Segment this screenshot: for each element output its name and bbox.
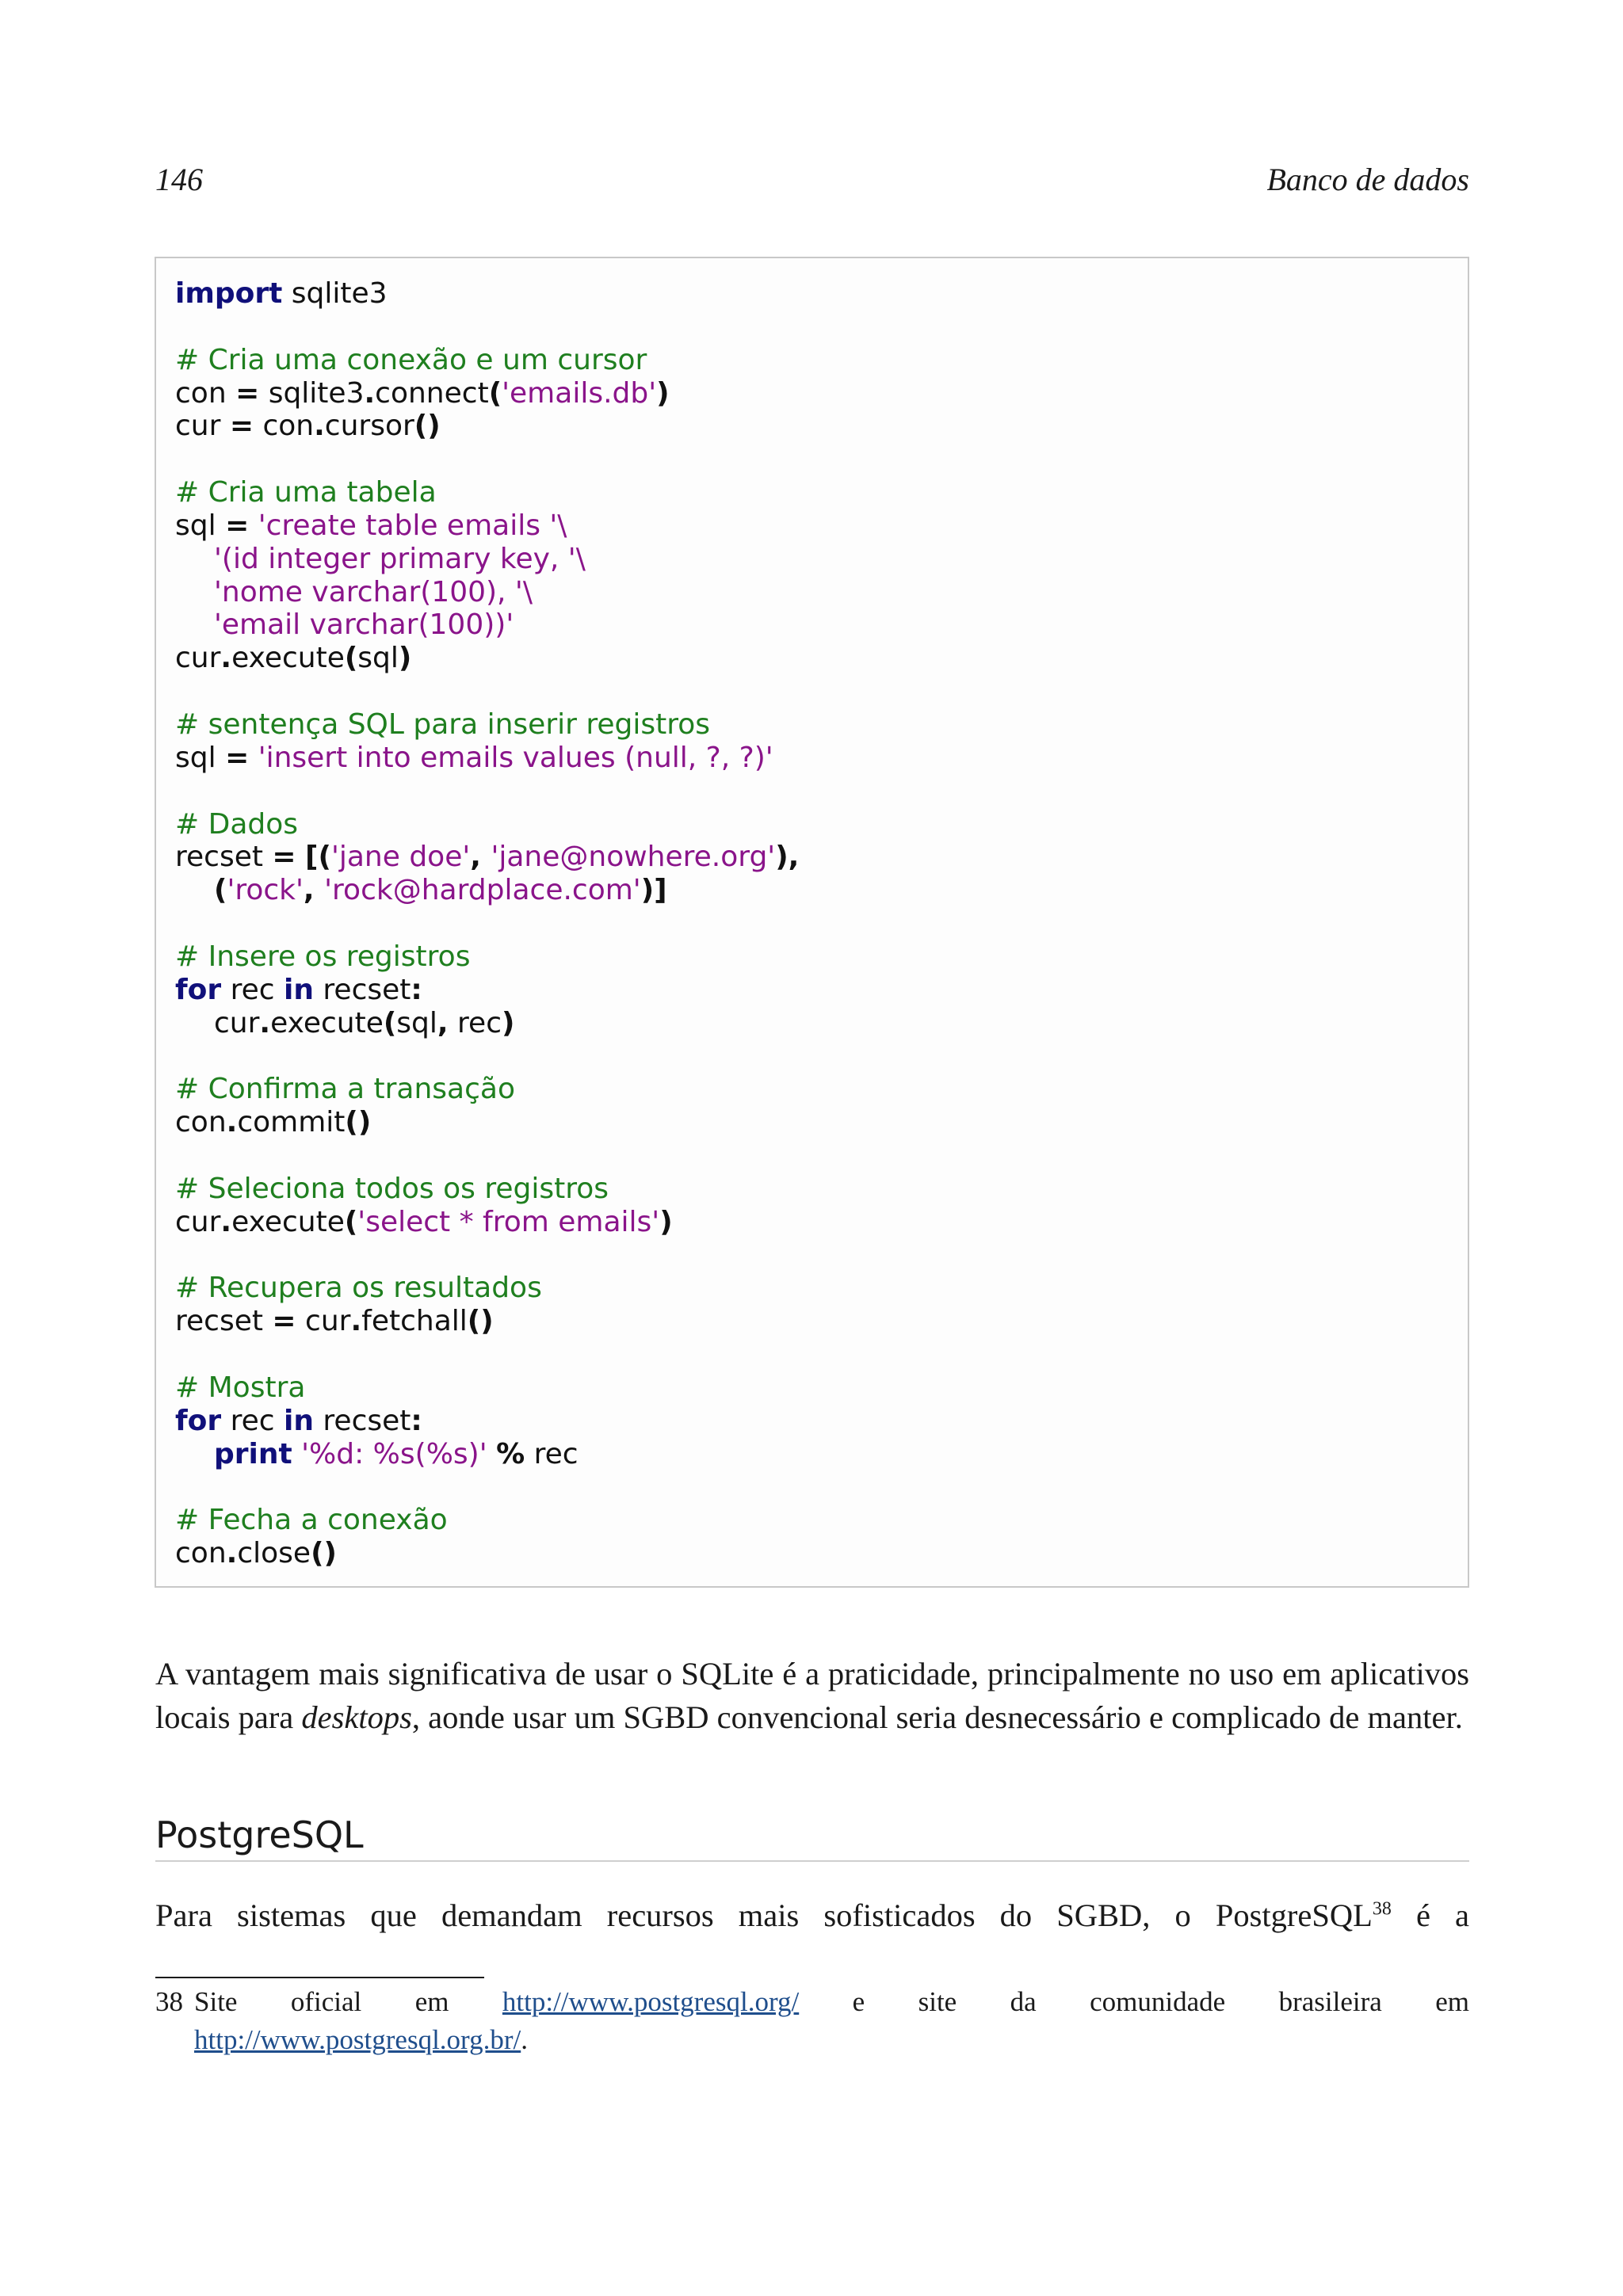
code-comment: # Confirma a transação	[175, 1073, 515, 1106]
code-token: connect	[375, 376, 489, 410]
code-line	[175, 576, 799, 609]
code-blank-line	[175, 775, 799, 808]
code-operator: (	[214, 874, 227, 907]
code-token: execute	[270, 1006, 384, 1039]
code-operator: ()	[345, 1106, 372, 1139]
code-string: 'rock@hardplace.com'	[324, 874, 641, 907]
code-string: 'emails.db'	[502, 376, 657, 410]
code-lines	[175, 277, 799, 1570]
code-operator: )	[502, 1006, 515, 1039]
code-blank-line	[175, 443, 799, 476]
code-operator: =	[229, 410, 254, 443]
code-line	[175, 974, 799, 1007]
code-keyword: in	[284, 1404, 314, 1437]
code-token: con	[254, 410, 315, 443]
code-line	[175, 1438, 799, 1471]
code-blank-line	[175, 1238, 799, 1272]
code-token: rec	[221, 1404, 284, 1437]
code-operator: ,	[303, 874, 325, 907]
code-comment: # Seleciona todos os registros	[175, 1172, 609, 1205]
code-string: 'rock'	[227, 874, 304, 907]
code-operator: .	[220, 1205, 232, 1238]
code-token	[249, 509, 258, 542]
code-line	[175, 742, 799, 775]
code-token: cur	[175, 1205, 221, 1238]
code-line	[175, 1206, 799, 1239]
code-operator: (	[344, 642, 358, 675]
code-token	[292, 1438, 301, 1470]
footnote-text-end: .	[521, 2024, 528, 2055]
footnote-text: Site oficial em	[194, 1986, 502, 2017]
code-operator: .	[314, 410, 325, 443]
code-comment: # Recupera os resultados	[175, 1272, 542, 1305]
code-operator: ),	[775, 841, 800, 874]
code-line	[175, 708, 799, 742]
code-token: rec	[448, 1006, 502, 1039]
page-header	[155, 160, 1469, 200]
code-operator: )	[656, 376, 670, 410]
code-operator: (	[344, 1205, 358, 1238]
code-operator: )	[659, 1205, 673, 1238]
footnote-link-official-site[interactable]: http://www.postgresql.org/	[502, 1986, 800, 2017]
code-token: sqlite3	[282, 277, 388, 310]
code-line	[175, 476, 799, 509]
footnote-line-2	[194, 2024, 528, 2055]
code-operator: %	[496, 1437, 525, 1470]
code-line	[175, 344, 799, 377]
code-line	[175, 410, 799, 443]
code-operator: .	[364, 376, 376, 410]
paragraph-postgresql-intro	[155, 1894, 1469, 1937]
code-blank-line	[175, 311, 799, 344]
code-operator: )	[398, 642, 412, 675]
code-operator: )]	[640, 874, 667, 907]
code-string: 'jane doe'	[330, 841, 471, 874]
code-token: cur	[175, 642, 221, 675]
code-line	[175, 1305, 799, 1338]
paragraph-text-end: , aonde usar um SGBD convencional seria desnecessário e complicado de manter.	[411, 1699, 1463, 1735]
code-keyword: for	[175, 1404, 222, 1437]
footnote-divider	[155, 1977, 484, 1978]
code-blank-line	[175, 907, 799, 940]
code-operator: =	[272, 1305, 296, 1338]
code-operator: ()	[311, 1537, 337, 1570]
footnote-number: 38	[155, 1986, 183, 2017]
code-operator: ,	[470, 841, 491, 874]
code-token: recset	[175, 841, 273, 874]
code-operator: .	[350, 1305, 362, 1338]
code-line	[175, 1371, 799, 1405]
code-keyword: import	[175, 277, 283, 310]
code-comment: # Dados	[175, 807, 299, 841]
paragraph-sqlite-advantage	[155, 1652, 1469, 1739]
paragraph-italic-term: desktops	[301, 1699, 412, 1735]
code-operator: ,	[437, 1006, 449, 1039]
code-token: rec	[525, 1437, 579, 1470]
code-blank-line	[175, 1338, 799, 1371]
code-string: 'insert into emails values (null, ?, ?)'	[258, 741, 773, 774]
code-token: fetchall	[361, 1305, 468, 1338]
code-token: execute	[231, 1205, 345, 1238]
code-token: con	[175, 376, 236, 410]
code-string: '(id integer primary key, '\	[214, 542, 586, 575]
code-operator: .	[226, 1106, 238, 1139]
code-string: 'jane@nowhere.org'	[491, 841, 776, 874]
code-token: cursor	[324, 410, 414, 443]
code-line	[175, 1537, 799, 1570]
paragraph-text-start: A vantagem mais significativa de usar o SQLite é a praticidade, principalmente no uso em aplicativos locais para	[155, 1656, 1469, 1735]
footnote-body	[194, 1983, 1469, 2059]
running-title: Banco de dados	[1266, 162, 1469, 197]
code-token: cur	[214, 1006, 260, 1039]
code-line	[175, 543, 799, 576]
code-line	[175, 642, 799, 675]
code-operator: =	[225, 741, 250, 774]
code-operator: ()	[414, 410, 441, 443]
code-token: recset	[175, 1305, 273, 1338]
code-token: recset	[313, 1404, 411, 1437]
code-line	[175, 808, 799, 841]
code-listing	[155, 257, 1469, 1588]
code-comment: # sentença SQL para inserir registros	[175, 707, 711, 741]
code-string: 'nome varchar(100), '\	[214, 575, 533, 608]
footnote-text-between: e site da comunidade brasileira em	[799, 1986, 1469, 2017]
code-comment: # Cria uma tabela	[175, 476, 437, 509]
code-line	[175, 377, 799, 410]
code-token	[487, 1438, 496, 1470]
page-number: 146	[155, 162, 203, 197]
code-blank-line	[175, 1139, 799, 1173]
footnote-link-community-site[interactable]: http://www.postgresql.org.br/	[194, 2024, 521, 2055]
code-token: sql	[175, 509, 226, 542]
code-comment: # Cria uma conexão e um cursor	[175, 343, 647, 376]
code-string: 'create table emails '\	[258, 509, 567, 542]
code-line	[175, 1405, 799, 1438]
code-operator: =	[272, 841, 296, 874]
footnote-38	[155, 1983, 1469, 2059]
code-token: cur	[296, 1305, 351, 1338]
code-blank-line	[175, 675, 799, 708]
code-line	[175, 1007, 799, 1040]
code-token: con	[175, 1106, 227, 1139]
code-string: 'select * from emails'	[357, 1205, 660, 1238]
code-operator: :	[411, 1404, 422, 1437]
code-token: sql	[357, 642, 399, 675]
code-operator: (	[383, 1006, 397, 1039]
code-line	[175, 277, 799, 311]
code-line	[175, 509, 799, 543]
code-token: cur	[175, 410, 230, 443]
code-comment: # Fecha a conexão	[175, 1504, 448, 1537]
code-token: rec	[221, 973, 284, 1006]
code-keyword: in	[284, 973, 314, 1006]
code-string: '%d: %s(%s)'	[301, 1437, 487, 1470]
code-keyword: print	[214, 1437, 292, 1470]
code-token: sqlite3	[259, 376, 365, 410]
code-operator: :	[411, 973, 422, 1006]
code-string: 'email varchar(100))'	[214, 608, 514, 642]
code-operator: .	[220, 642, 232, 675]
code-operator: (	[488, 376, 502, 410]
code-line	[175, 874, 799, 907]
footnote-line-1	[194, 1983, 1469, 2021]
code-blank-line	[175, 1470, 799, 1504]
section-heading-postgresql: PostgreSQL	[155, 1813, 1469, 1862]
code-token: execute	[231, 642, 345, 675]
code-line	[175, 940, 799, 974]
code-token: close	[237, 1537, 311, 1570]
code-line	[175, 1106, 799, 1139]
code-operator: ()	[467, 1305, 494, 1338]
code-operator: [(	[305, 841, 331, 874]
code-line	[175, 1173, 799, 1206]
code-comment: # Mostra	[175, 1371, 306, 1404]
code-token	[296, 841, 305, 873]
code-token: sql	[175, 741, 226, 774]
code-token: con	[175, 1537, 227, 1570]
code-operator: =	[235, 376, 260, 410]
code-comment: # Insere os registros	[175, 940, 471, 973]
code-token: recset	[313, 973, 411, 1006]
code-line	[175, 608, 799, 642]
code-token: sql	[396, 1006, 437, 1039]
footnote-reference[interactable]: 38	[1372, 1898, 1392, 1920]
code-operator: .	[259, 1006, 271, 1039]
code-token: commit	[237, 1106, 346, 1139]
code-operator: .	[226, 1537, 238, 1570]
code-operator: =	[225, 509, 250, 542]
paragraph-text-tail: é a	[1391, 1897, 1469, 1933]
code-blank-line	[175, 1039, 799, 1073]
paragraph-text: Para sistemas que demandam recursos mais sofisticados do SGBD, o PostgreSQL	[155, 1897, 1373, 1933]
code-token	[249, 742, 258, 774]
code-line	[175, 1272, 799, 1305]
code-keyword: for	[175, 973, 222, 1006]
code-line	[175, 1504, 799, 1537]
code-line	[175, 1073, 799, 1106]
code-line	[175, 841, 799, 874]
